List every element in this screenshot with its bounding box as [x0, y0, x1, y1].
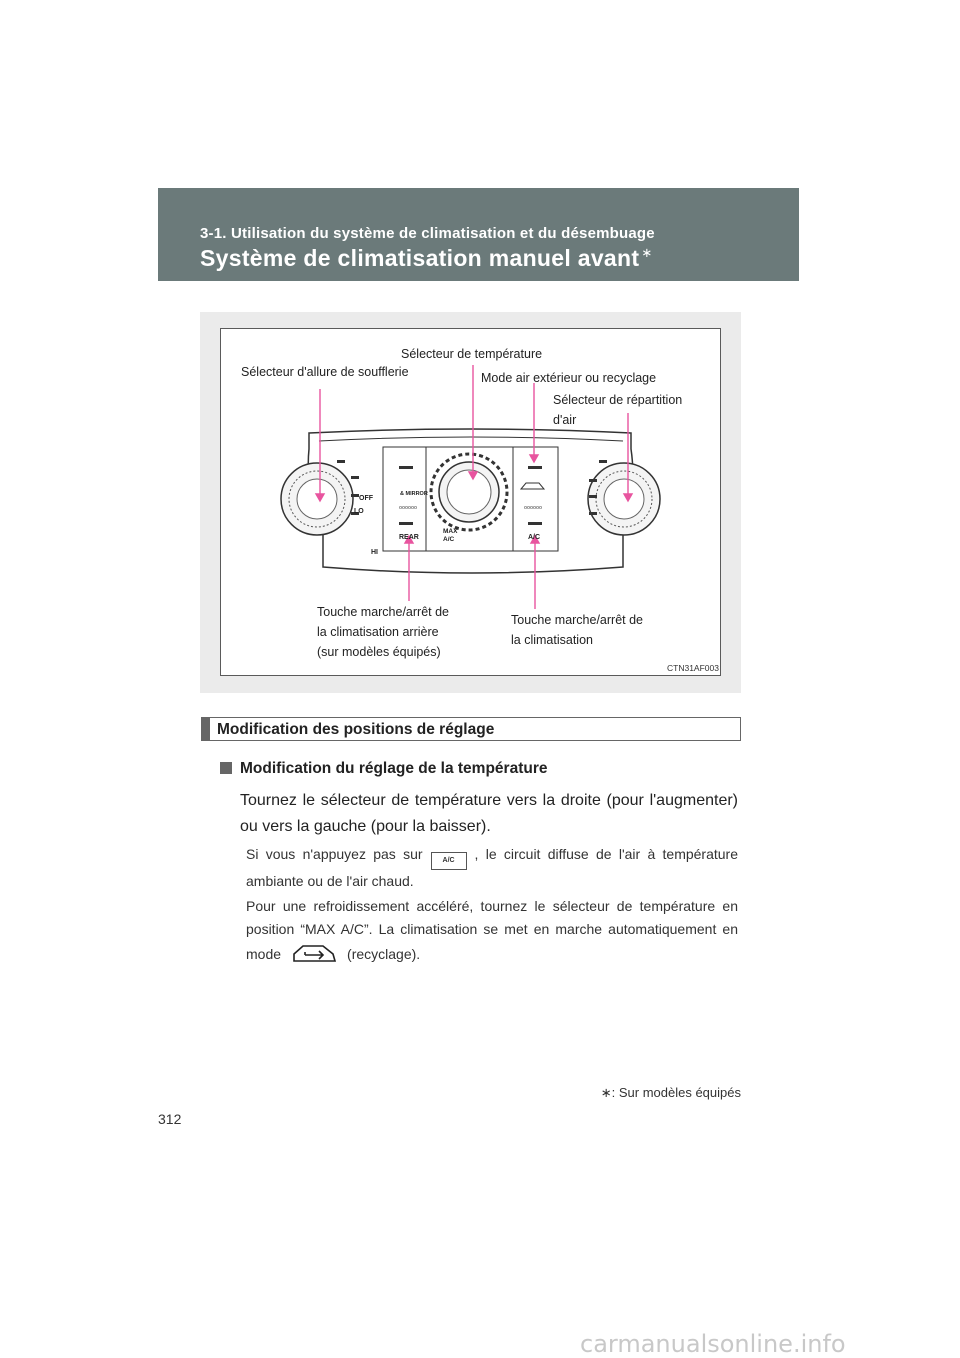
label-rear-ac-1: Touche marche/arrêt de	[317, 605, 450, 619]
panel-rear-text: REAR	[399, 534, 419, 541]
subheading	[201, 717, 741, 741]
section-header	[158, 188, 799, 281]
label-air-distribution-1: Sélecteur de répartition	[553, 393, 683, 407]
note-max-ac	[246, 895, 738, 967]
subheading-text: Modification des positions de réglage	[217, 721, 495, 738]
control-panel-figure	[220, 328, 721, 676]
recirculation-car-icon	[289, 941, 339, 967]
panel-max-ac-text: A/C	[443, 536, 455, 543]
ac-button-icon: A/C	[431, 852, 467, 870]
page-title-text: Système de climatisation manuel avant	[200, 245, 640, 271]
title-asterisk: ∗	[641, 245, 653, 260]
panel-lo-text: LO	[354, 508, 364, 515]
label-air-mode: Mode air extérieur ou recyclage	[481, 371, 657, 385]
svg-text:oooooo: oooooo	[399, 505, 418, 511]
body-paragraph: Tournez le sélecteur de température vers la droite (pour l'augmenter) ou vers la gauche (pour la baisser).	[240, 792, 738, 835]
panel-mirror-text: & MIRROR	[400, 491, 428, 497]
page-number: 312	[158, 1111, 182, 1127]
footnote: ∗: Sur modèles équipés	[600, 1085, 741, 1100]
svg-text:oooooo: oooooo	[524, 505, 543, 511]
panel-off-text: OFF	[359, 495, 373, 502]
label-rear-ac-3: (sur modèles équipés)	[317, 645, 441, 659]
label-air-distribution-2: d'air	[553, 413, 577, 427]
label-ac-2: la climatisation	[511, 633, 593, 647]
label-rear-ac-2: la climatisation arrière	[317, 625, 439, 639]
page-title	[200, 245, 653, 272]
label-temperature-selector: Sélecteur de température	[401, 347, 543, 361]
bullet-heading-text: Modification du réglage de la température	[240, 760, 548, 777]
label-fan-speed-selector: Sélecteur d'allure de soufflerie	[241, 365, 409, 379]
panel-ac-text: A/C	[528, 534, 541, 541]
label-ac-1: Touche marche/arrêt de	[511, 613, 644, 627]
section-title: 3-1. Utilisation du système de climatisation et du désembuage	[200, 225, 655, 242]
subheading-bar	[202, 718, 210, 740]
note-ac-button	[246, 843, 738, 893]
panel-max-text: MAX	[443, 528, 458, 535]
note2-before: Pour une refroidissement accéléré, tournez le sélecteur de température en position “MAX A/C”. La climatisation se met en marche automatiquement en mode	[246, 898, 738, 962]
figure-code: CTN31AF003	[667, 663, 719, 673]
note1-after: , le circuit diffuse de l'air à température ambiante ou de l'air chaud.	[246, 846, 739, 889]
note2-after: (recyclage).	[347, 946, 421, 962]
bullet-square-icon	[220, 762, 232, 774]
panel-hi-text: HI	[371, 549, 378, 556]
watermark: carmanualsonline.info	[580, 1330, 846, 1358]
bullet-heading	[220, 760, 547, 778]
note1-before: Si vous n'appuyez pas sur	[246, 846, 423, 862]
